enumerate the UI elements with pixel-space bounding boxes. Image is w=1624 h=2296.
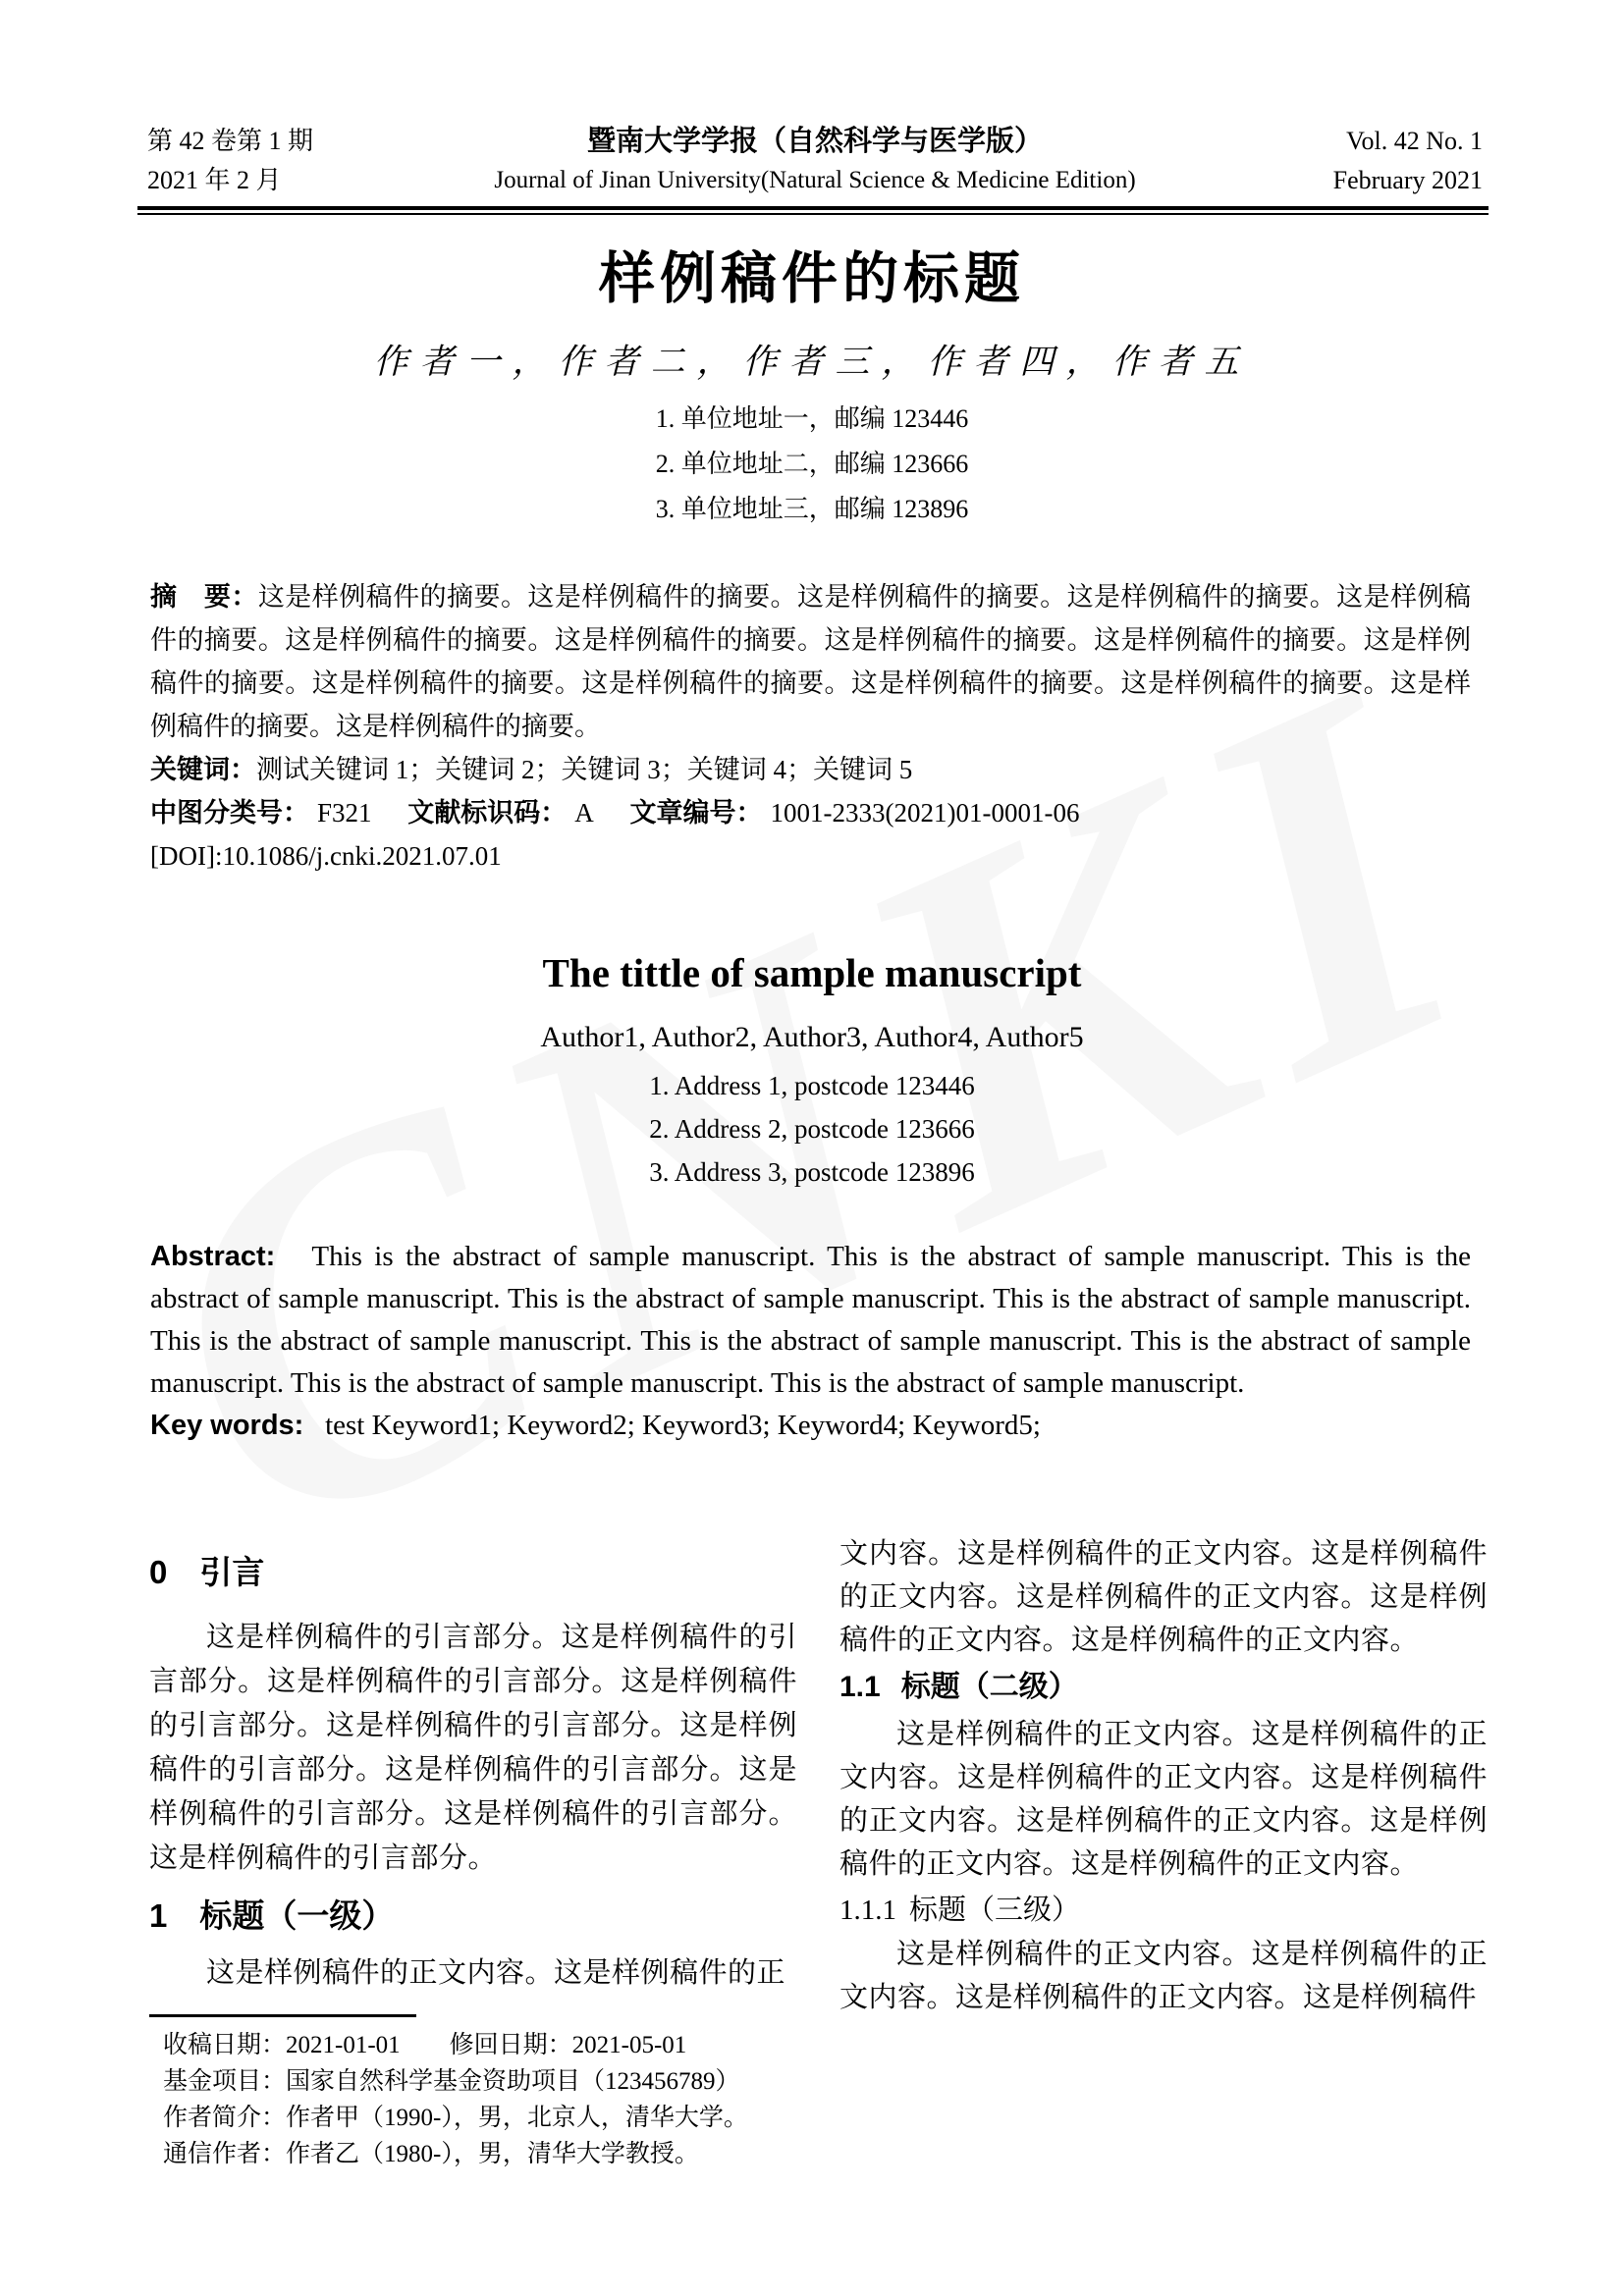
doc-code-value: A — [574, 798, 594, 828]
running-head-center — [422, 122, 1208, 200]
footnote-corresponding-author: 通信作者：作者乙（1980-），男，清华大学教授。 — [163, 2141, 699, 2167]
date-cn: 2021 年 2 月 — [147, 166, 282, 194]
affiliation-cn-3: 3. 单位地址三，邮编 123896 — [655, 495, 969, 523]
journal-name-en: Journal of Jinan University(Natural Science & Medicine Edition) — [494, 167, 1136, 193]
running-head-right — [1208, 122, 1483, 200]
affiliation-en-2: 2. Address 2, postcode 123666 — [649, 1114, 975, 1144]
authors-en: Author1, Author2, Author3, Author4, Author5 — [540, 1021, 1084, 1053]
doc-code-label: 文献标识码： — [407, 798, 568, 828]
classification-line — [150, 791, 1471, 834]
affiliation-cn-1: 1. 单位地址一，邮编 123446 — [655, 404, 969, 433]
keywords-label-cn: 关键词： — [150, 755, 256, 784]
heading-1-number: 1 — [149, 1897, 168, 1934]
affiliation-cn-2: 2. 单位地址二，邮编 123666 — [655, 450, 969, 478]
clc-pair — [150, 798, 372, 828]
paragraph-section-1-start: 这是样例稿件的正文内容。这是样例稿件的正 — [206, 1957, 786, 1989]
heading-section-1 — [149, 1895, 797, 1938]
volume-issue-cn: 第 42 卷第 1 期 — [147, 127, 314, 155]
header-double-rule — [137, 206, 1489, 215]
footnote-rule — [149, 2014, 416, 2017]
affiliation-en-1: 1. Address 1, postcode 123446 — [649, 1071, 975, 1100]
doc-code-pair — [407, 798, 594, 828]
running-head — [147, 122, 1483, 200]
date-en: February 2021 — [1332, 166, 1483, 194]
article-id-pair — [630, 798, 1080, 828]
abstract-text-en: This is the abstract of sample manuscript. This is the abstract of sample manuscript. This is the abstract of sample manuscript. This is the abstract of sample manuscript. This is the abstract of sample manuscript. This is the abstract of sample manuscript. This is the abstract of sample manuscript. This is the abstract of sample manuscript. This is the abstract of sample manuscript. This is the abstract of sample manuscript. — [150, 1241, 1471, 1399]
heading-0-number: 0 — [149, 1554, 168, 1590]
abstract-label-en: Abstract: — [150, 1241, 276, 1272]
article-id-value: 1001-2333(2021)01-0001-06 — [770, 798, 1080, 828]
paragraph-section-1-1-1: 这是样例稿件的正文内容。这是样例稿件的正文内容。这是样例稿件的正文内容。这是样例稿件 — [839, 1939, 1488, 2013]
heading-section-0 — [149, 1551, 797, 1594]
abstract-text-cn: 这是样例稿件的摘要。这是样例稿件的摘要。这是样例稿件的摘要。这是样例稿件的摘要。这是样例稿件的摘要。这是样例稿件的摘要。这是样例稿件的摘要。这是样例稿件的摘要。这是样例稿件的摘要。这是样例稿件的摘要。这是样例稿件的摘要。这是样例稿件的摘要。这是样例稿件的摘要。这是样例稿件的摘要。这是样例稿件的摘要。这是样例稿件的摘要。 — [150, 582, 1472, 741]
paragraph-section-1-continued: 文内容。这是样例稿件的正文内容。这是样例稿件的正文内容。这是样例稿件的正文内容。这是样例稿件的正文内容。这是样例稿件的正文内容。 — [839, 1538, 1488, 1656]
article-title-cn: 样例稿件的标题 — [599, 247, 1025, 310]
clc-value: F321 — [317, 798, 372, 828]
english-head-block — [0, 948, 1624, 1194]
keywords-line-cn — [150, 748, 1471, 791]
footnote-fund-project: 基金项目：国家自然科学基金资助项目（123456789） — [163, 2068, 740, 2095]
footnote-author-bio: 作者简介：作者甲（1990-），男，北京人，清华大学。 — [163, 2105, 748, 2131]
chinese-meta-block — [150, 575, 1471, 878]
abstract-cn — [150, 575, 1471, 748]
article-id-label: 文章编号： — [629, 798, 763, 828]
running-head-left — [147, 122, 422, 200]
abstract-en — [150, 1236, 1471, 1405]
authors-cn: 作者一，作者二，作者三，作者四，作者五 — [373, 343, 1251, 381]
paragraph-introduction: 这是样例稿件的引言部分。这是样例稿件的引言部分。这是样例稿件的引言部分。这是样例稿件的引言部分。这是样例稿件的引言部分。这是样例稿件的引言部分。这是样例稿件的引言部分。这是样例稿件的引言部分。这是样例稿件的引言部分。这是样例稿件的引言部分。 — [149, 1622, 797, 1874]
heading-1-1-1-text: 标题（三级） — [909, 1895, 1081, 1926]
affiliations-en — [0, 1064, 1624, 1194]
heading-1-1-text: 标题（二级） — [900, 1671, 1078, 1703]
keywords-text-cn: 测试关键词 1；关键词 2；关键词 3；关键词 4；关键词 5 — [256, 755, 913, 784]
body-column-right — [839, 1532, 1488, 2019]
article-title-en: The tittle of sample manuscript — [542, 950, 1082, 995]
abstract-label-cn: 摘 要： — [150, 582, 258, 612]
heading-section-1-1 — [839, 1666, 1488, 1709]
doi-line: [DOI]:10.1086/j.cnki.2021.07.01 — [150, 841, 502, 871]
volume-issue-en: Vol. 42 No. 1 — [1346, 127, 1483, 155]
english-meta-block — [150, 1236, 1471, 1447]
affiliations-cn — [0, 397, 1624, 532]
heading-0-text: 引言 — [199, 1554, 265, 1590]
journal-name-cn: 暨南大学学报（自然科学与医学版） — [586, 126, 1043, 157]
heading-section-1-1-1 — [839, 1890, 1488, 1931]
clc-label: 中图分类号： — [150, 798, 309, 828]
keywords-line-en — [150, 1405, 1471, 1447]
heading-1-text: 标题（一级） — [199, 1897, 395, 1934]
footnote-block — [149, 2014, 817, 2172]
keywords-text-en: test Keyword1; Keyword2; Keyword3; Keyword4; Keyword5; — [325, 1410, 1041, 1441]
footnote-received-date: 收稿日期：2021-01-01 修回日期：2021-05-01 — [163, 2032, 687, 2058]
body-column-left — [149, 1551, 797, 1996]
heading-1-1-1-number: 1.1.1 — [839, 1895, 896, 1926]
affiliation-en-3: 3. Address 3, postcode 123896 — [649, 1157, 975, 1187]
heading-1-1-number: 1.1 — [839, 1671, 881, 1703]
keywords-label-en: Key words: — [150, 1410, 304, 1441]
paragraph-section-1-1: 这是样例稿件的正文内容。这是样例稿件的正文内容。这是样例稿件的正文内容。这是样例稿件的正文内容。这是样例稿件的正文内容。这是样例稿件的正文内容。这是样例稿件的正文内容。 — [839, 1719, 1488, 1880]
